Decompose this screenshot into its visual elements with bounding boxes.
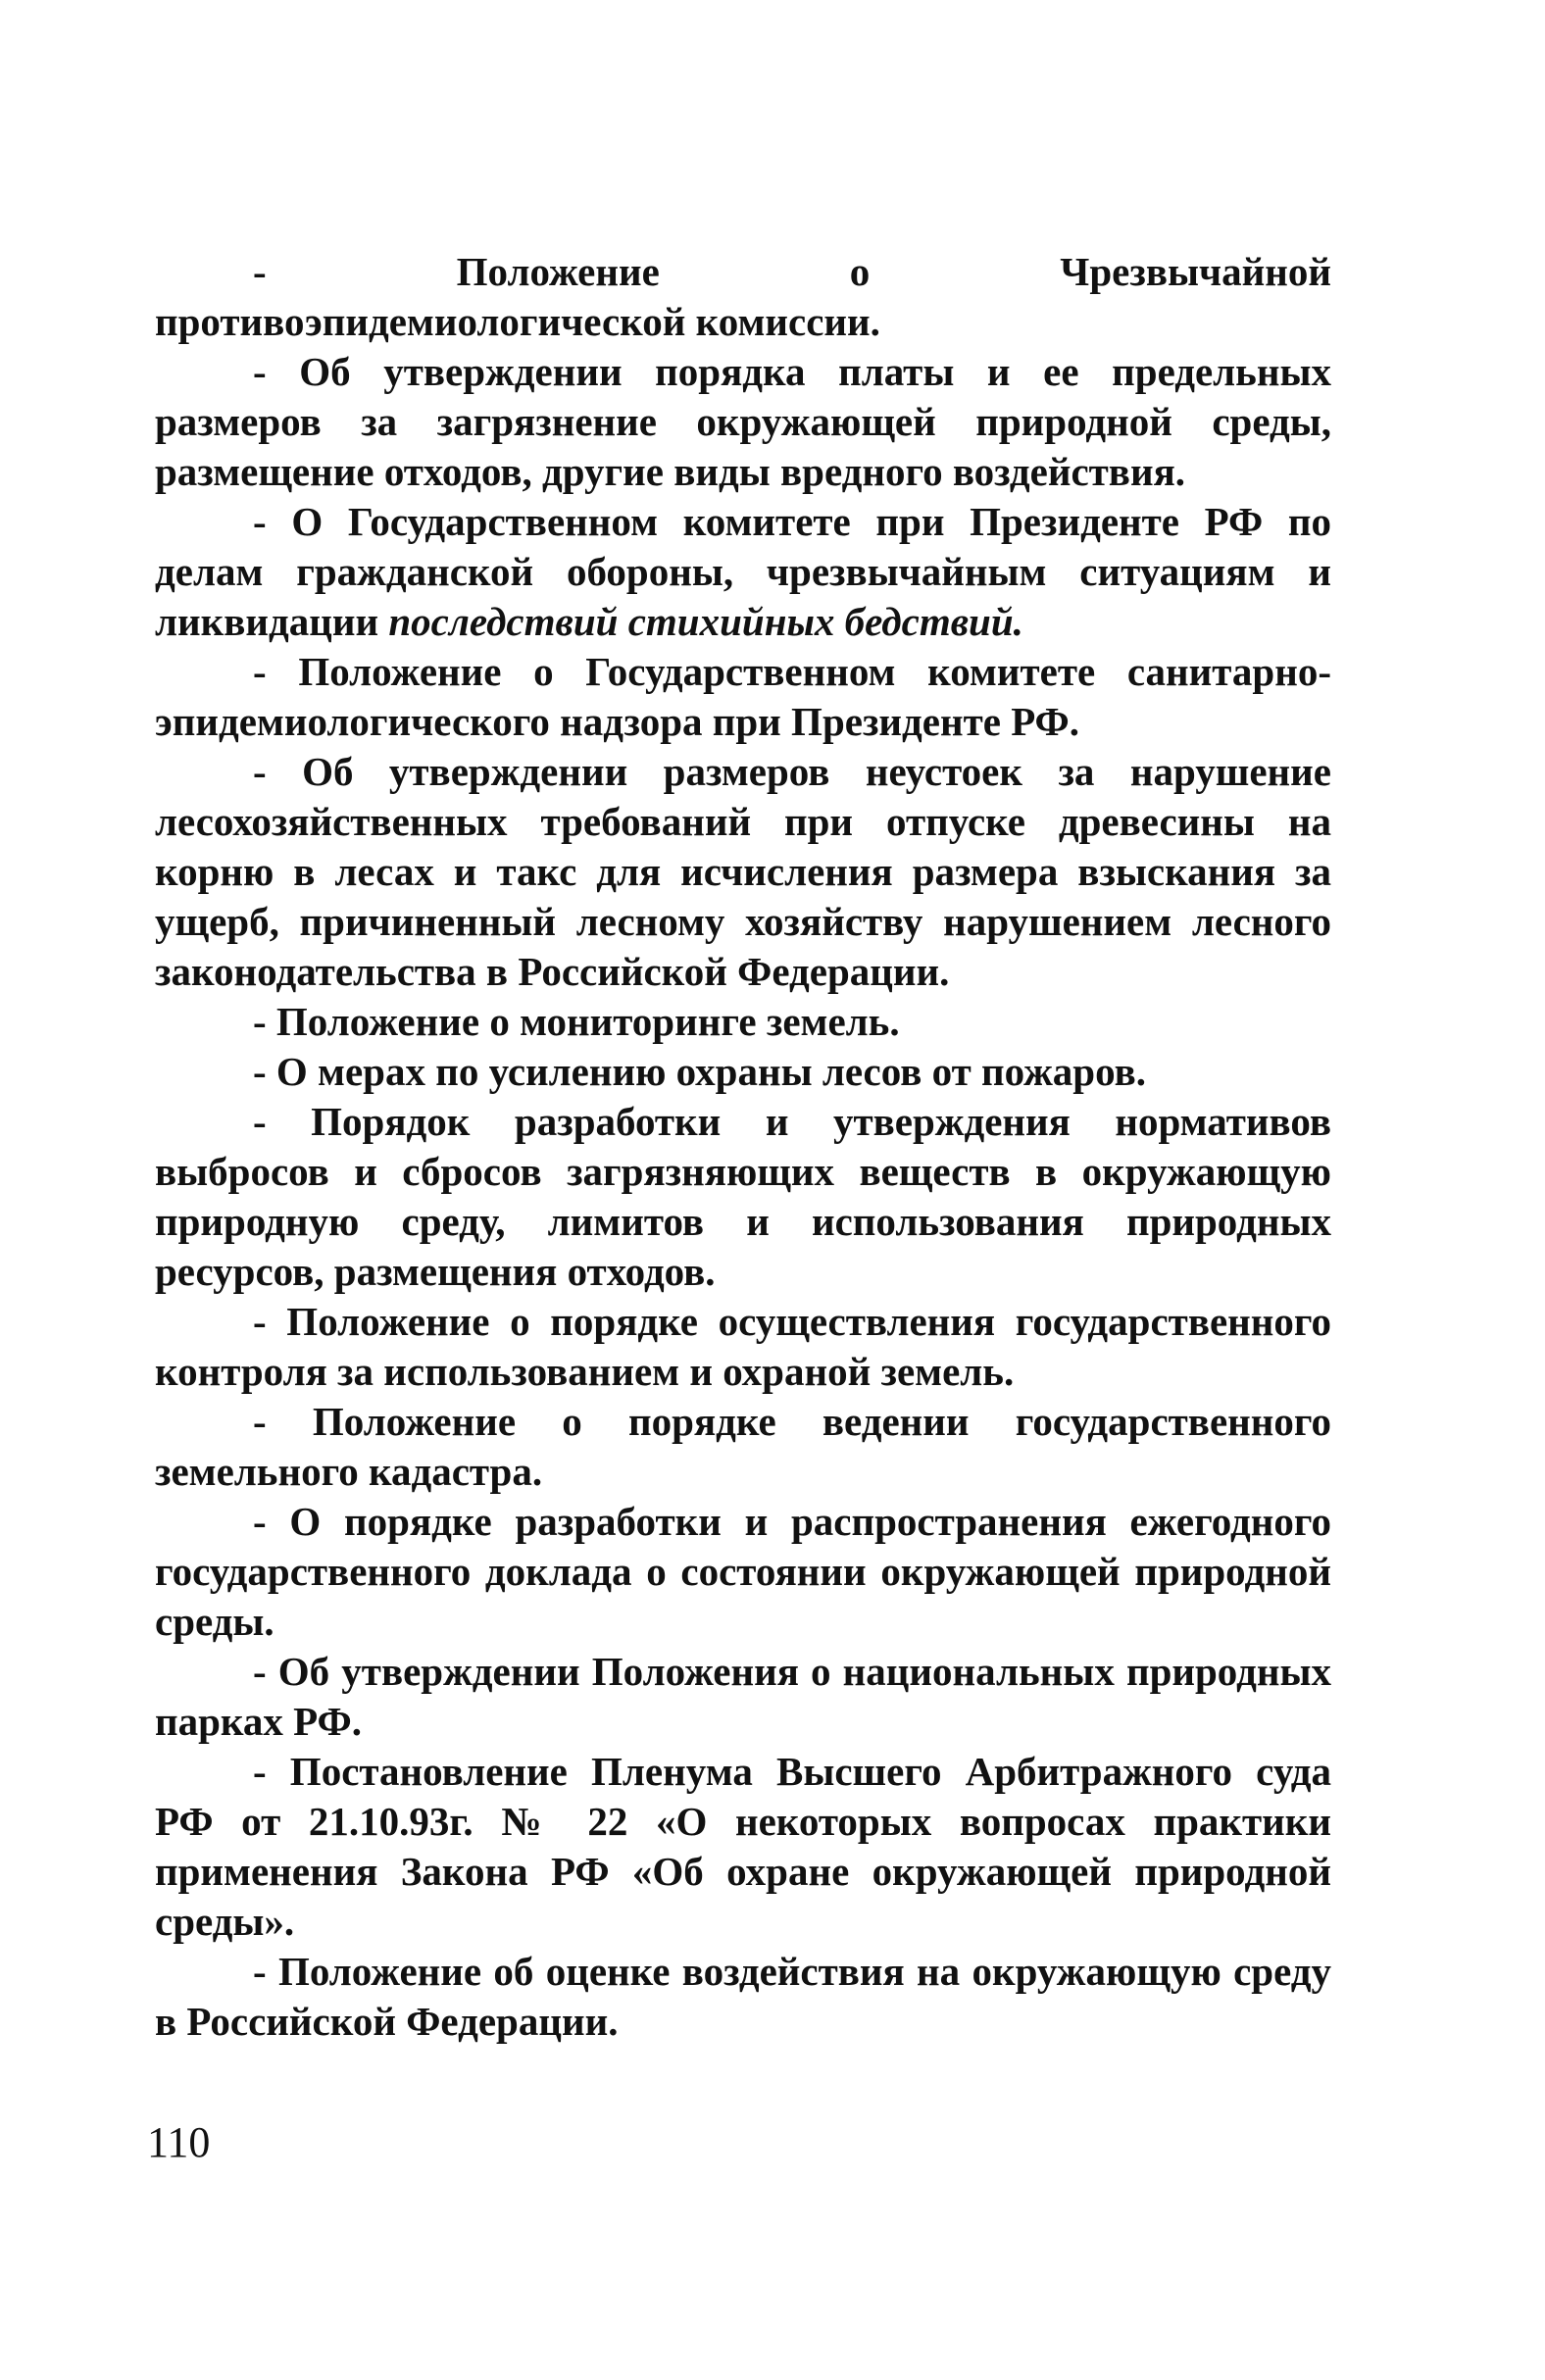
paragraph: - Об утверждении Положения о национальных природных парках РФ. [155,1649,1331,1744]
italic-fragment: последствий стихийных бедствий. [388,599,1023,644]
paragraph: - Постановление Пленума Высшего Арбитражного суда РФ от 21.10.93г. № 22 «О некоторых вопросах практики применения Закона РФ «Об охране окружающей природной среды». [155,1749,1331,1944]
paragraph: - Положение о порядке ведении государственного земельного кадастра. [155,1399,1331,1494]
paragraph: - Положение о Чрезвычайной противоэпидемиологической комиссии. [155,249,1331,344]
paragraph: - Положение о порядке осуществления государственного контроля за использованием и охраной земель. [155,1299,1331,1394]
paragraph: - Положение о Государственном комитете санитарно-эпидемиологического надзора при Президенте РФ. [155,649,1331,744]
paragraph: - Положение об оценке воздействия на окружающую среду в Российской Федерации. [155,1949,1331,2044]
paragraph: - О порядке разработки и распространения ежегодного государственного доклада о состоянии окружающей природной среды. [155,1499,1331,1644]
paragraph: - О мерах по усилению охраны лесов от пожаров. [253,1049,1146,1094]
paragraph: - Порядок разработки и утверждения нормативов выбросов и сбросов загрязняющих веществ в окружающую природную среду, лимитов и использования природных ресурсов, размещения отходов. [155,1099,1331,1294]
paragraph: - Положение о мониторинге земель. [253,999,900,1044]
paragraph: - О Государственном комитете при Президенте РФ по делам гражданской обороны, чрезвычайным ситуациям и ликвидации последствий стихийных бедствий. [155,499,1331,644]
page-number: 110 [147,2118,211,2166]
document-body [155,247,1331,2047]
paragraph: - Об утверждении порядка платы и ее предельных размеров за загрязнение окружающей природной среды, размещение отходов, другие виды вредного воздействия. [155,349,1331,494]
paragraph: - Об утверждении размеров неустоек за нарушение лесохозяйственных требований при отпуске древесины на корню в лесах и такс для исчисления размера взыскания за ущерб, причиненный лесному хозяйству нарушением лесного законодательства в Российской Федерации. [155,749,1331,994]
